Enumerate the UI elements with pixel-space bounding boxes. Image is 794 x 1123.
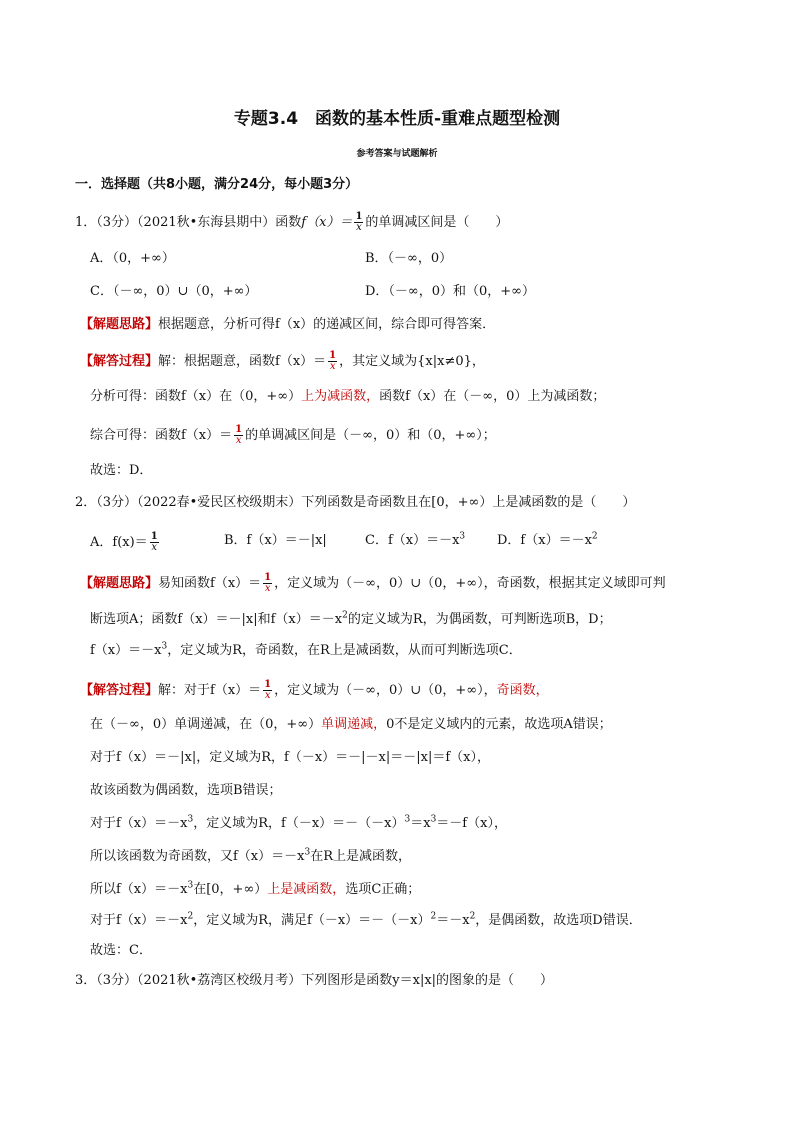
q1-idea [80,316,495,334]
q1-summary-fraction: $\frac{1}{x}$ [235,424,243,446]
q2-idea-b: ，定义域为（－∞，0）∪（0，+∞），奇函数，根据其定义域即可判 [274,576,666,591]
q3-stem: 3．（3分）（2021秋•荔湾区校级月考）下列图形是函数y＝x|x|的图象的是（ ） [75,973,554,988]
q1-process-b: ，其定义域为{x|x≠0}， [339,354,485,369]
q2-process-fraction: $\frac{1}{x}$ [264,679,272,701]
q2-process-b: ，定义域为（－∞，0）∪（0，+∞）， [274,683,497,698]
q1-stem [75,212,508,233]
q2-process-a: 解：对于f（x）＝ [158,683,262,698]
q1-summary [90,425,496,446]
q2-answer: 故选：C． [90,943,152,958]
q2-line5: 在（－∞，0）单调递减，在（0，+∞）单调递减，0不是定义域内的元素，故选项A错误； [90,717,612,732]
q2-idea-a: 易知函数f（x）＝ [158,576,262,591]
idea-tag: 【解题思路】 [80,317,159,332]
q1-process-fraction: $\frac{1}{x}$ [329,350,337,372]
q2-stem: 2．（3分）（2022春•爱民区校级期末）下列函数是奇函数且在[0，+∞）上是减函数的是（ ） [75,495,636,510]
q2-options [90,531,598,553]
q2-line8: 对于$f(x)=-x^3$，定义域为R，$f(-x)=-(-x)^3=x^3=-f(x)$， [90,814,507,831]
q1-summary-a: 综合可得：函数f（x）＝ [90,428,233,443]
q1-summary-b: 的单调减区间是（－∞，0）和（0，+∞）； [245,428,496,443]
q2-idea [80,573,666,594]
q2-line10: 所以$f(x)=-x^3$在[0，+∞）上是减函数，选项C正确； [90,880,421,897]
q2-option-d: D．$f(x)=-x^2$ [497,531,598,548]
process-tag: 【解答过程】 [80,683,159,698]
q2-idea-line2: 断选项A；函数f（x）＝－|x|和$f(x)=-x^2$的定义域为R，为偶函数，可判断选项B，D； [90,610,612,627]
q1-analysis [90,388,605,406]
q2-process [80,680,549,701]
q1-stem-prefix: 1．（3分）（2021秋•东海县期中）函数 [75,215,302,230]
section-heading: 一．选择题（共8小题，满分24分，每小题3分） [75,177,359,192]
page-subtitle: 参考答案与试题解析 [356,149,438,159]
page-title: 专题3.4 函数的基本性质-重难点题型检测 [233,109,561,129]
q1-option-c: C．（－∞，0）∪（0，+∞） [90,284,258,299]
q1-process-a: 解：根据题意，函数f（x）＝ [158,354,327,369]
q1-fraction: $\frac{1}{x}$ [355,211,363,233]
q2-line9: 所以该函数为奇函数，又$f(x)=-x^3$在R上是减函数， [90,847,412,864]
q1-option-d: D．（－∞，0）和（0，+∞） [365,284,536,299]
q2-line7: 故该函数为偶函数，选项B错误； [90,783,282,798]
q1-fx: f（x）＝ [301,215,353,230]
q1-answer: 故选：D． [90,463,153,478]
q2-line6: 对于f（x）＝－|x|，定义域为R，f（－x）＝－|－x|＝－|x|＝f（x）， [90,750,490,765]
q2-process-c: 奇函数， [496,683,549,698]
q1-analysis-b: 上为减函数， [301,389,380,404]
q2-option-b: B．f（x）＝－|x| [224,533,327,548]
q2-option-a: A．f(x)＝ $\frac{1}{x}$ [90,531,158,553]
q1-analysis-a: 分析可得：函数f（x）在（0，+∞） [90,389,302,404]
idea-tag: 【解题思路】 [80,576,159,591]
q2-idea-line3: $f(x)=-x^3$，定义域为R，奇函数，在R上是减函数，从而可判断选项C． [90,641,522,658]
q1-idea-text: 根据题意，分析可得f（x）的递减区间，综合即可得答案． [158,317,496,332]
q2-idea-fraction: $\frac{1}{x}$ [264,572,272,594]
q2-option-c: C．$f(x)=-x^3$ [365,531,466,548]
process-tag: 【解答过程】 [80,354,159,369]
q1-analysis-c: 函数f（x）在（－∞，0）上为减函数； [379,389,606,404]
q1-option-a: A．（0，+∞） [90,251,175,266]
q1-option-b: B．（－∞，0） [365,251,453,266]
q1-stem-suffix: 的单调减区间是（ ） [365,215,509,230]
q2-line11: 对于$f(x)=-x^2$，定义域为R，满足$f(-x)=-(-x)^2=-x^2$，是偶函数，故选项D错误． [90,911,642,928]
q1-process [80,351,485,372]
